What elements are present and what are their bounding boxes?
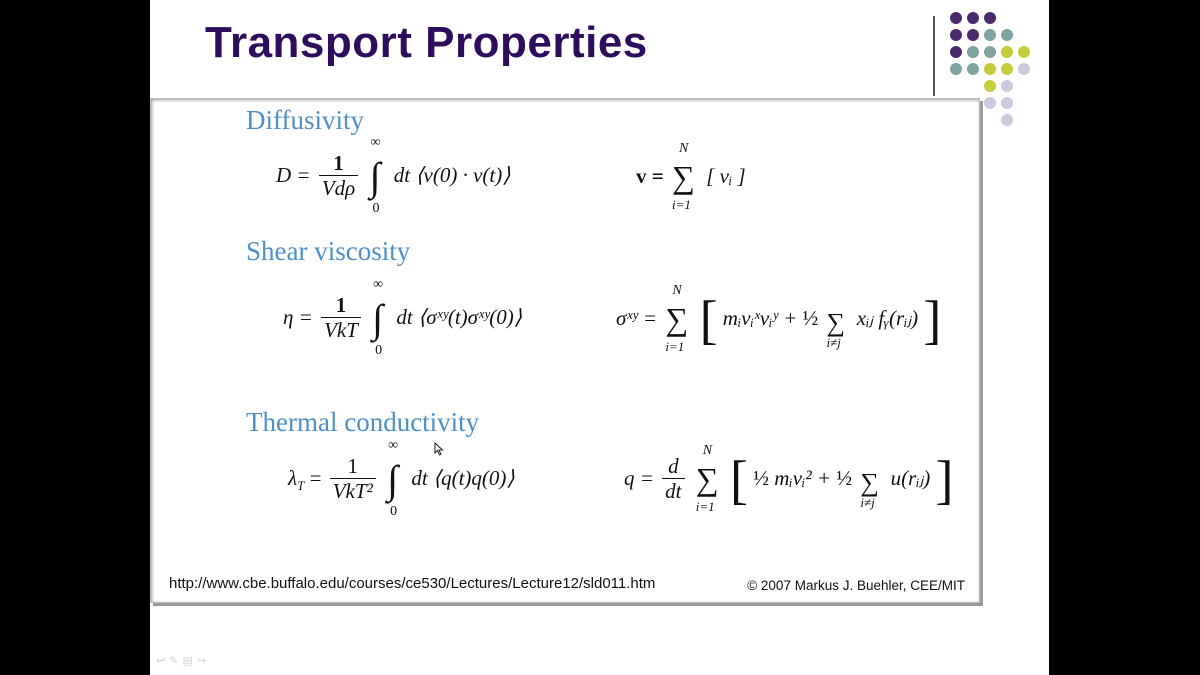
sum-sign: N ∑ i=1 [695,443,719,514]
inner-sum-sign: ∑ i≠j [860,468,879,510]
dot [967,29,979,41]
eq-lhs: λ [288,465,298,490]
eq-lhs: σˣʸ = [616,305,658,330]
frac-den: Vdρ [321,176,356,201]
source-url: http://www.cbe.buffalo.edu/courses/ce530/Lectures/Lecture12/sld011.htm [169,575,656,592]
menu-icon[interactable]: ▤ [182,654,197,667]
sum-sub: i=1 [695,499,715,514]
dot [950,46,962,58]
dot [1018,46,1030,58]
dot [1018,63,1030,75]
dot [1001,63,1013,75]
dot [950,29,962,41]
frac-num: 1 [330,455,376,479]
sum-body-1: mᵢvᵢ² + [774,465,837,490]
integral-sign: ∞ ∫ 0 [387,438,399,519]
half: ½ [802,305,819,330]
fraction [330,455,376,504]
int-sup: ∞ [373,277,384,292]
equation-heat-flux [624,443,954,514]
int-sup: ∞ [370,135,381,150]
integrand: dt ⟨σˣʸ(t)σˣʸ(0)⟩ [396,304,522,329]
dot [967,12,979,24]
derivative-fraction [662,455,684,504]
left-bracket: [ [730,450,748,510]
dot [1001,46,1013,58]
half: ½ [753,465,769,490]
copyright-notice: © 2007 Markus J. Buehler, CEE/MIT [747,578,965,593]
sum-sign: N ∑ i=1 [665,283,689,354]
eq-lhs: η = [283,304,313,329]
int-sub: 0 [375,343,383,358]
dot [984,46,996,58]
sum-sub: i=1 [665,339,685,354]
sum-sub: i≠j [826,335,841,350]
equation-velocity-sum [636,141,746,212]
dot [950,12,962,24]
sum-body: [ vᵢ ] [706,163,746,188]
left-bracket: [ [699,290,718,350]
dot [1001,114,1013,126]
int-sub: 0 [372,201,380,216]
pen-icon[interactable]: ✎ [169,654,183,667]
content-image-panel [150,98,980,603]
frac-den: VkT [324,318,358,343]
int-sup: ∞ [388,438,399,453]
slide [150,0,1049,675]
sum-sub: i≠j [860,495,875,510]
frac-num: 1 [321,294,361,318]
equation-stress-tensor [616,283,942,354]
integral-sign: ∞ ∫ 0 [369,135,381,216]
equation-diffusivity [276,135,511,216]
equation-thermal [288,438,515,519]
sum-sup: N [702,443,713,458]
sum-sign: N ∑ i=1 [671,141,695,212]
eq-lhs: D = [276,162,311,187]
eq-lhs: q = [624,465,654,490]
sum-sub: i=1 [671,197,691,212]
sum-body-1: mᵢvᵢˣvᵢʸ + [722,305,803,330]
right-bracket: ] [935,450,954,510]
next-icon[interactable]: ↪ [196,654,211,667]
dot [984,80,996,92]
inner-sum-sign: ∑ i≠j [826,308,846,350]
eq-equals: = [309,465,322,490]
right-bracket: ] [923,290,942,350]
fraction [321,294,361,343]
frac-num: d [662,455,684,479]
int-sub: 0 [390,504,398,519]
heading-diffusivity: Diffusivity [246,105,365,135]
sum-sup: N [678,141,689,156]
frac-num: 1 [319,152,358,176]
dot [984,12,996,24]
sum-body-2: u(rᵢⱼ) [890,465,931,490]
sum-sup: N [672,283,682,298]
dot [984,97,996,109]
dot [1001,97,1013,109]
eq-lhs: v = [636,163,664,188]
dot [967,46,979,58]
dot [1001,80,1013,92]
dot [967,63,979,75]
integral-sign: ∞ ∫ 0 [372,277,384,358]
equation-shear [283,277,522,358]
frac-den: dt [665,479,682,504]
dot [1001,29,1013,41]
sum-body-2: xᵢⱼ fᵧ(rᵢⱼ) [856,305,919,330]
frac-den: VkT² [332,479,373,504]
slideshow-toolbar-icons[interactable] [156,654,210,667]
title-divider [933,16,935,96]
dot [984,29,996,41]
heading-thermal-conductivity: Thermal conductivity [246,407,480,437]
mouse-pointer-icon [434,442,444,456]
fraction [319,152,358,201]
slide-title: Transport Properties [205,18,648,67]
previous-icon[interactable]: ↩ [156,654,170,667]
integrand: dt ⟨q(t)q(0)⟩ [411,465,515,490]
integrand: dt ⟨v(0) · v(t)⟩ [393,162,511,187]
dot [984,63,996,75]
heading-shear-viscosity: Shear viscosity [246,236,411,266]
half: ½ [836,465,853,490]
dot [950,63,962,75]
eq-lhs-sub: T [297,478,305,493]
